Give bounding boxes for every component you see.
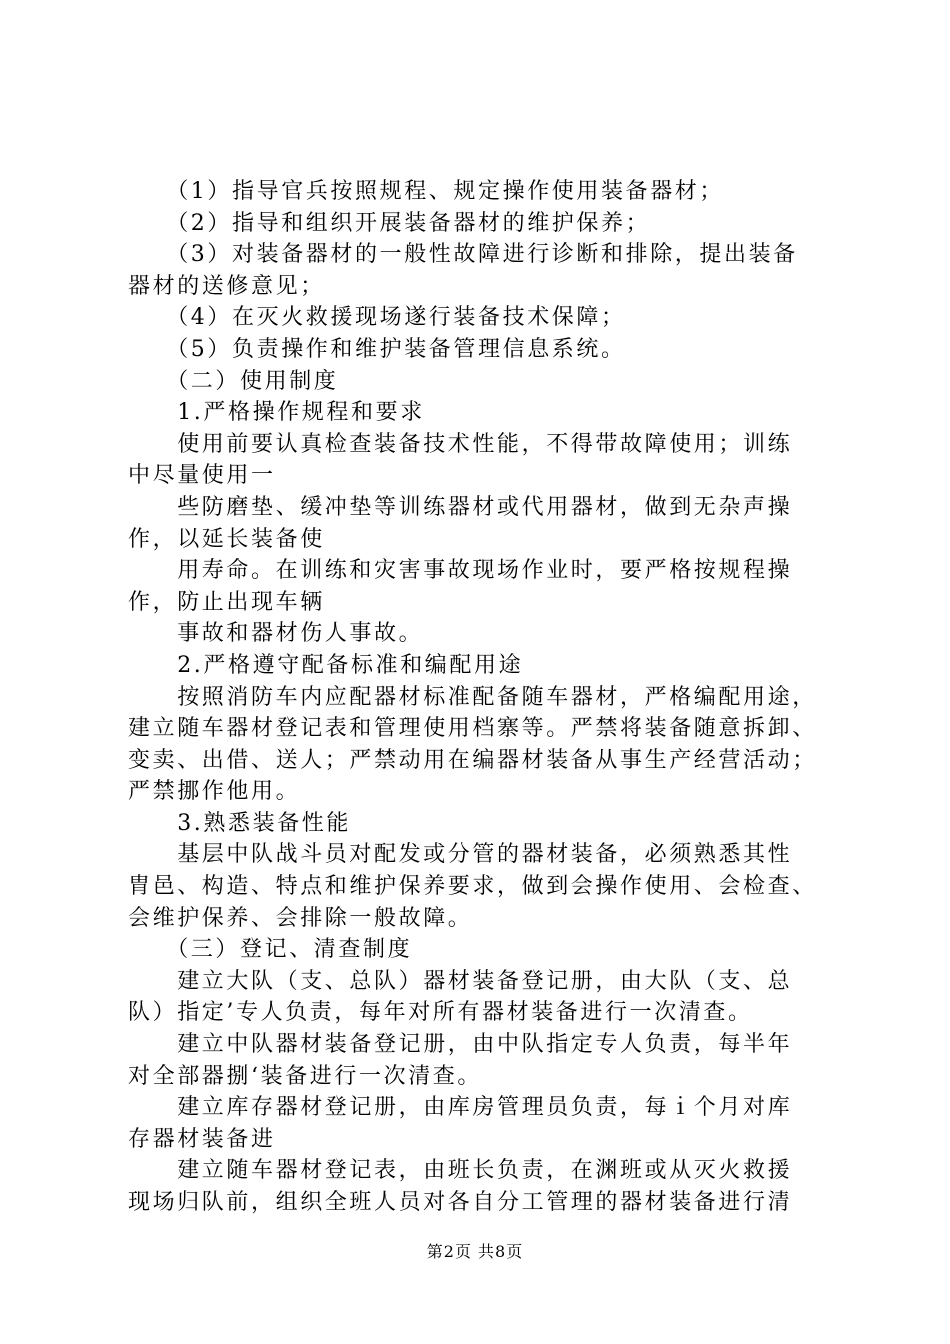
text-line: （2）指导和组织开展装备器材的维护保养； bbox=[128, 210, 651, 236]
text-line: 用寿命。在训练和灾害事故现场作业时，要严格按规程操 bbox=[128, 558, 793, 584]
section-heading: （二）使用制度 bbox=[128, 368, 339, 394]
subsection-heading: 1.严格操作规程和要求 bbox=[128, 400, 425, 426]
text-line: 中尽量使用一 bbox=[128, 463, 276, 489]
text-line: 建立大队（支、总队）器材装备登记册，由大队（支、总 bbox=[128, 968, 793, 994]
text-line: 建立库存器材登记册，由库房管理员负责，每ｉ个月对库 bbox=[128, 1095, 793, 1121]
text-line: 存器材装备进 bbox=[128, 1126, 276, 1152]
text-line: 作，防止出现车辆 bbox=[128, 589, 325, 615]
text-line: 使用前要认真检查装备技术性能，不得带故障使用；训练 bbox=[128, 431, 793, 457]
page-number-footer: 第2页 共8页 bbox=[426, 1242, 524, 1261]
text-line: 建立随车器材登记表和管理使用档寨等。严禁将装备随意拆卸、 bbox=[128, 716, 817, 742]
text-line: 会维护保养、会排除一般故障。 bbox=[128, 905, 473, 931]
text-line: 基层中队战斗员对配发或分管的器材装备，必须熟悉其性 bbox=[128, 842, 793, 868]
text-line: 胄邑、构造、特点和维护保养要求，做到会操作使用、会检查、 bbox=[128, 874, 817, 900]
subsection-heading: 2.严格遵守配备标准和编配用途 bbox=[128, 652, 524, 678]
text-line: 建立随车器材登记表，由班长负责，在渊班或从灭火救援 bbox=[128, 1158, 793, 1184]
text-line: （3）对装备器材的一般性故障进行诊断和排除，提出装备 bbox=[128, 242, 798, 268]
text-line: 事故和器材伤人事故。 bbox=[128, 621, 424, 647]
text-line: 些防磨垫、缓冲垫等训练器材或代用器材，做到无杂声操 bbox=[128, 494, 793, 520]
text-line: 对全部器捌‘装备进行一次清查。 bbox=[128, 1063, 482, 1089]
text-line: 建立中队器材装备登记册，由中队指定专人负责，每半年 bbox=[128, 1032, 793, 1058]
text-line: （4）在灭火救援现场遂行装备技术保障； bbox=[128, 305, 626, 331]
text-line: 变卖、出借、送人；严禁动用在编器材装备从事生产经营活动； bbox=[128, 747, 817, 773]
text-line: 队）指定’专人负责，每年对所有器材装备进行一次清查。 bbox=[128, 1000, 753, 1026]
text-line: 严禁挪作他用。 bbox=[128, 779, 301, 805]
text-line: （5）负责操作和维护装备管理信息系统。 bbox=[128, 336, 626, 362]
text-line: 现场归队前，组织全班人员对各自分工管理的器材装备进行清 bbox=[128, 1190, 793, 1215]
body-text bbox=[128, 176, 848, 1219]
section-heading: （三）登记、清查制度 bbox=[128, 937, 413, 963]
text-line: 作，以延长装备使 bbox=[128, 526, 325, 552]
text-line: 器材的送修意见； bbox=[128, 273, 325, 299]
subsection-heading: 3.熟悉装备性能 bbox=[128, 810, 351, 836]
text-line: （1）指导官兵按照规程、规定操作使用装备器材； bbox=[128, 179, 724, 204]
text-line: 按照消防车内应配器材标准配备随车器材，严格编配用途， bbox=[128, 684, 817, 710]
